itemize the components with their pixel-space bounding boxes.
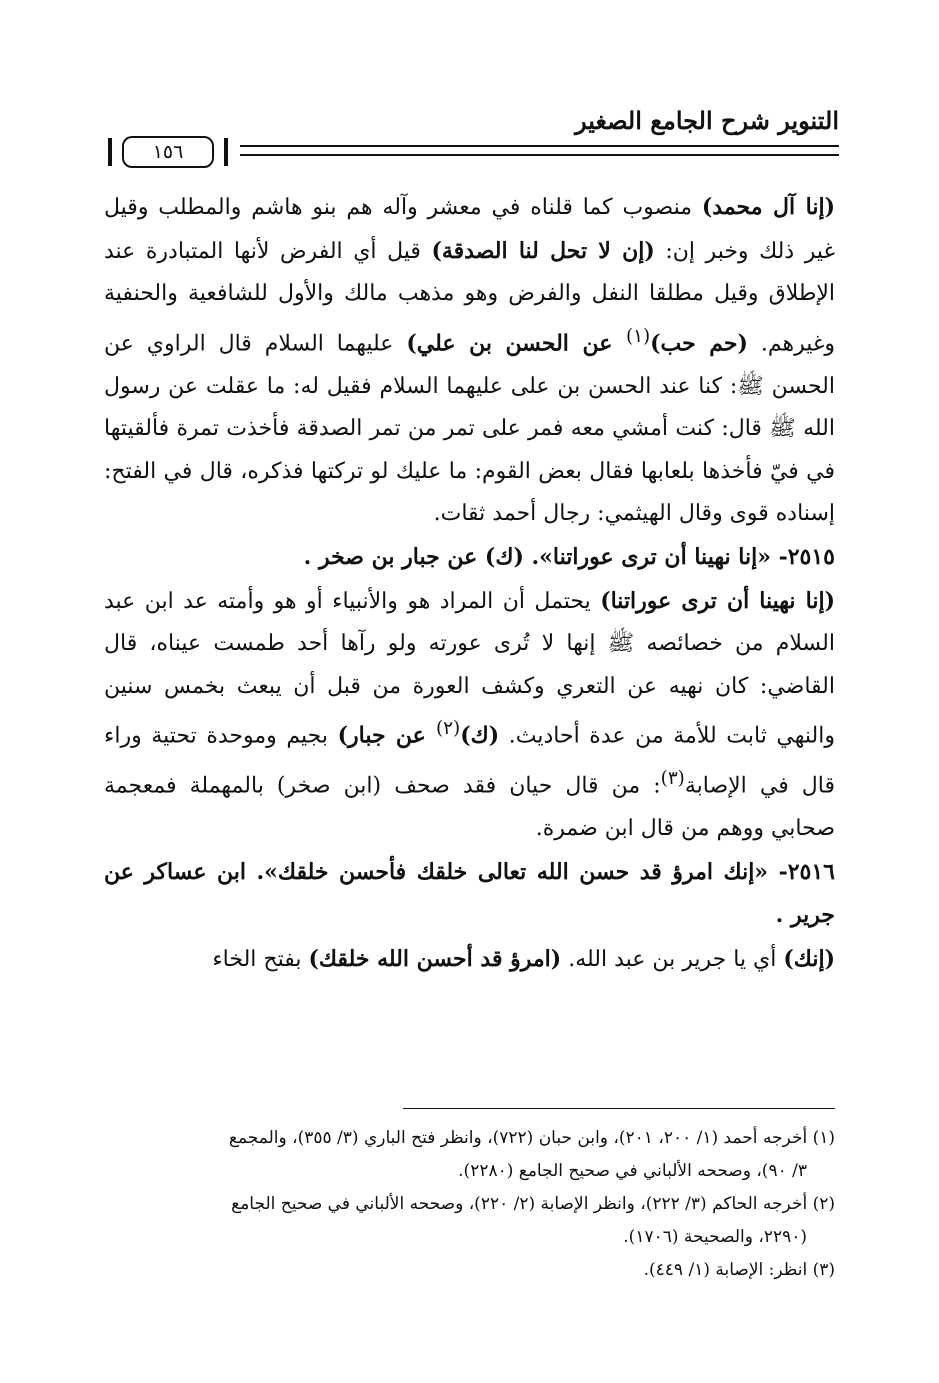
commentary-text: (ابن صخر): [276, 773, 382, 799]
footnote-text: (٢) أخرجه الحاكم (٣/ ٢٢٢)، وانظر الإصابة (٢/ ٢٢٠)، وصححه الألباني في صحيح الجامع: [231, 1194, 835, 1214]
footnote-text: ٣/ ٩٠)، وصححه الألباني في صحيح الجامع (٢٢٨٠).: [458, 1161, 807, 1181]
quoted-phrase: (إن لا تحل لنا الصدقة): [431, 237, 655, 264]
footnote-separator: [403, 1108, 835, 1109]
narrator-name: عن الحسن بن علي): [406, 330, 626, 357]
page-number-bracket-right: [224, 138, 228, 166]
footnote-2: [104, 1188, 835, 1221]
commentary-text: بفتح الخاء: [212, 947, 309, 973]
header-rule-top: [240, 145, 839, 147]
header-rule-bottom: [240, 154, 839, 156]
commentary-paragraph-3: [104, 938, 835, 982]
commentary-text: عليهما السلام قال الراوي عن الحسن ﷺ: كنا عند الحسن بن على عليهما السلام فقيل له: ما عقلت عن رسول الله ﷺ قال: كنت أمشي معه فمر على تمر من تمر الصدقة فأخذت تمرة فألقيتها في فيّ فأخذها بلعابها فقال بعض القوم: ما عليك لو تركتها فذكره، قال في الفتح: إسناده قوى وقال الهيثمي: رجال أحمد ثقات.: [104, 331, 835, 527]
footnote-text: (١) أخرجه أحمد (١/ ٢٠٠، ٢٠١)، وابن حبان (٧٢٢)، وانظر فتح الباري (٣/ ٣٥٥)، والمجمع: [228, 1128, 835, 1148]
page-number-bracket-left: [108, 138, 112, 166]
hadith-heading: ٢٥١٥- «إنا نهينا أن ترى عوراتنا». (ك) عن جبار بن صخر .: [303, 544, 835, 571]
commentary-text: منصوب كما قلناه في معشر وآله هم بنو هاشم والمطلب وقيل غير ذلك وخبر إن:: [104, 195, 835, 264]
commentary-text: أي يا جرير بن عبد الله.: [561, 947, 784, 973]
page-number: ١٥٦: [122, 136, 214, 168]
commentary-text: بالمهملة فمعجمة صحابي ووهم من قال ابن ضمرة.: [104, 773, 835, 842]
footnote-text: (٣) انظر: الإصابة (١/ ٤٤٩).: [643, 1260, 835, 1280]
footnote-marker: (٢): [436, 718, 461, 740]
running-title: التنوير شرح الجامع الصغير: [575, 106, 839, 135]
footnote-3: [104, 1254, 835, 1287]
narrator-name: عن جبار): [337, 722, 437, 749]
source-sigla: (ك): [460, 722, 500, 749]
footnote-1: [104, 1122, 835, 1155]
commentary-paragraph-1: [104, 186, 835, 536]
commentary-text: قيل أي الفرض لأنها المتبادرة عند الإطلاق وقيل مطلقا النفل والفرض وهو مذهب مالك والأول للشافعية والحنفية وغيرهم.: [104, 238, 836, 357]
quoted-phrase: (إنك): [783, 946, 835, 973]
hadith-2515: [104, 536, 835, 580]
hadith-heading: ٢٥١٦- «إنك امرؤ قد حسن الله تعالى خلقك فأحسن خلقك». ابن عساكر عن جرير .: [104, 858, 835, 929]
footnote-text: (٢٢٩٠، والصحيحة (١٧٠٦).: [623, 1227, 807, 1247]
commentary-text: : من قال حيان فقد صحف: [381, 773, 661, 799]
footnotes: [104, 1122, 835, 1287]
quoted-phrase: (إنا آل محمد): [701, 194, 835, 220]
footnote-1-continuation: [104, 1155, 835, 1188]
footnote-marker: (١): [625, 325, 651, 347]
quoted-phrase: (إنا نهينا أن ترى عوراتنا): [600, 587, 835, 614]
commentary-text: يحتمل أن المراد هو والأنبياء أو هو وأمته عد ابن عبد السلام من خصائصه ﷺ إنها لا تُرى عورته ولو رآها أحد طمست عيناه، قال القاضي: كان نهيه عن التعري وكشف العورة من قبل أن يبعث بخمس سنين والنهي ثابت للأمة من عدة أحاديث.: [104, 588, 835, 749]
quoted-phrase: (امرؤ قد أحسن الله خلقك): [308, 946, 562, 973]
hadith-2516: [104, 851, 835, 938]
commentary-text: بجيم وموحدة تحتية وراء قال في الإصابة: [104, 723, 835, 799]
source-sigla: (حم حب): [650, 330, 748, 357]
page-header: [100, 98, 839, 178]
footnote-marker: (٣): [660, 768, 685, 790]
main-text: [104, 186, 835, 982]
commentary-paragraph-2: [104, 580, 835, 851]
footnote-2-continuation: [104, 1221, 835, 1254]
